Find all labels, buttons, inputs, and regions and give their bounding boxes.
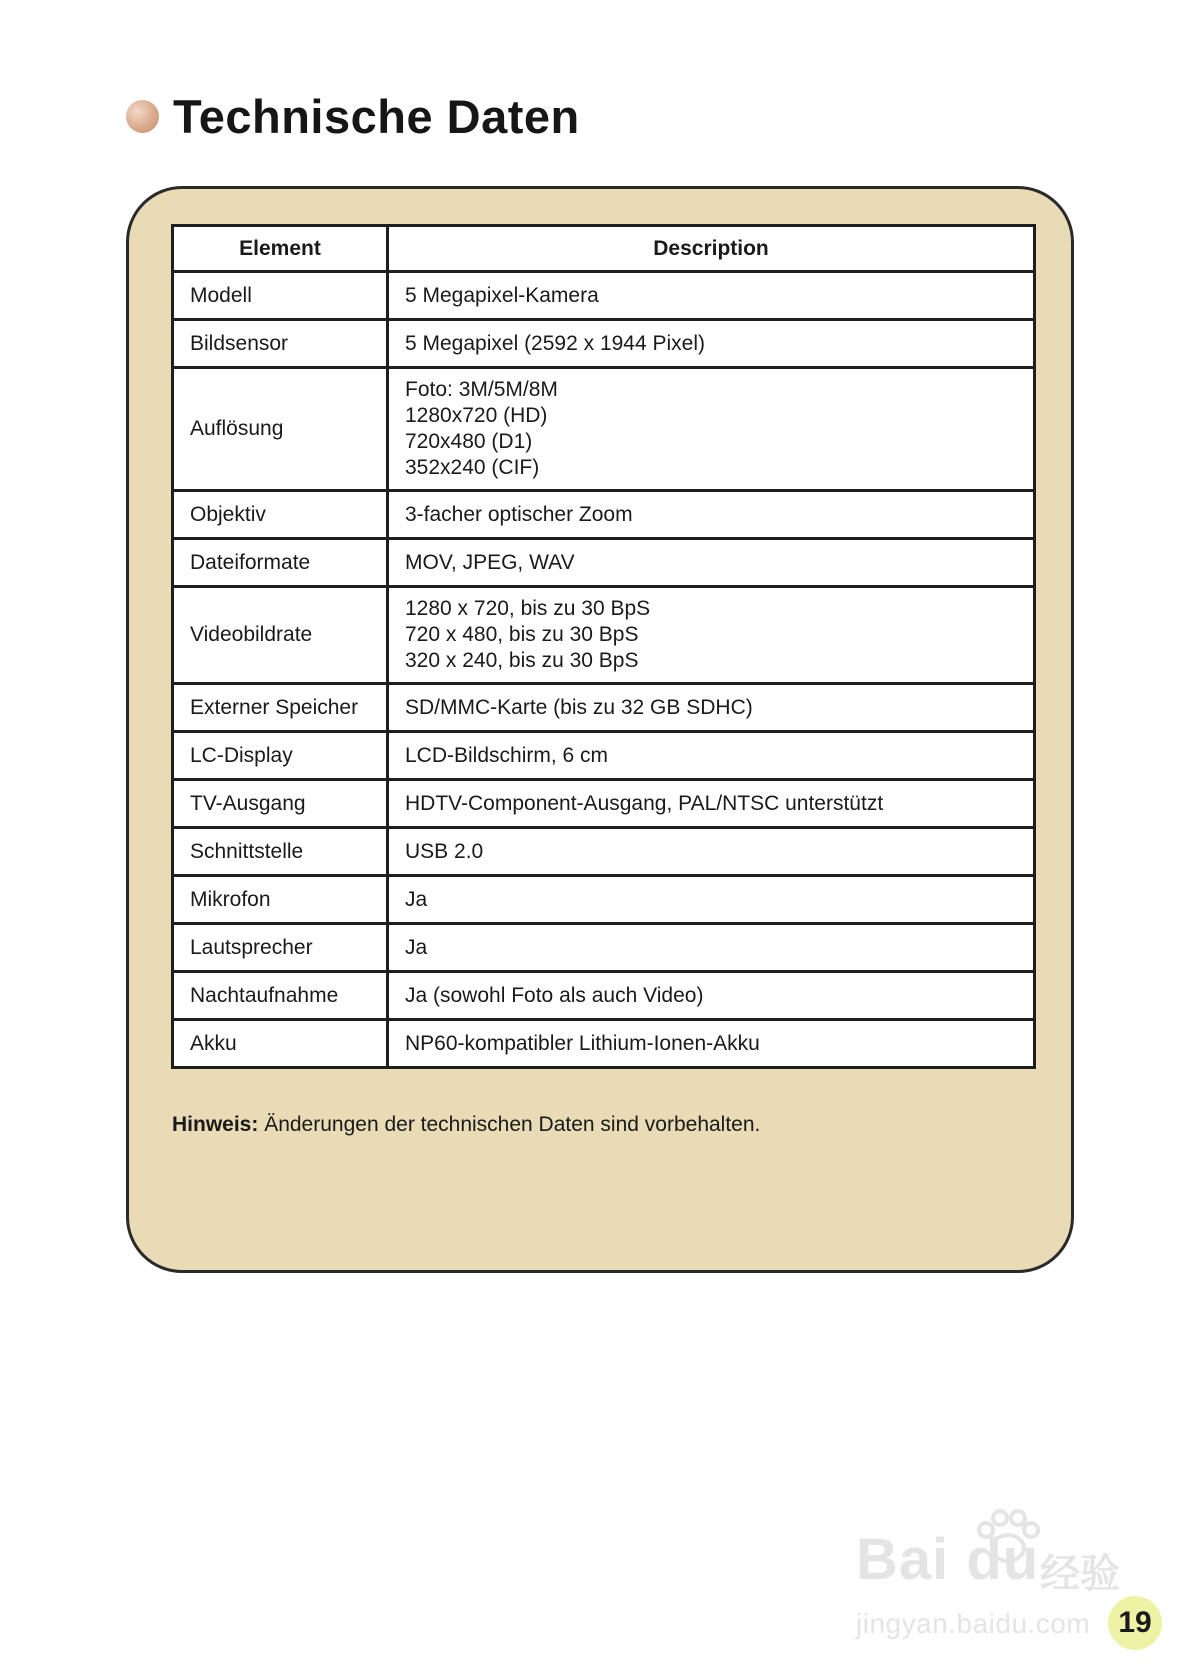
table-row [173,828,1035,876]
spec-element: Lautsprecher [173,924,388,972]
page-number: 19 [1108,1596,1162,1650]
note-label: Hinweis: [172,1113,259,1136]
header-element: Element [173,226,388,272]
spec-description-line: 5 Megapixel-Kamera [405,283,599,307]
spec-description-line: USB 2.0 [405,839,484,863]
spec-description [388,924,1035,972]
table-row [173,368,1035,491]
spec-description [388,587,1035,684]
spec-element: Auflösung [173,368,388,491]
spec-description-line: Ja [405,887,428,911]
page-heading [126,84,580,148]
watermark-url: jingyan.baidu.com [856,1608,1091,1639]
spec-element: Videobildrate [173,587,388,684]
spec-description-line: 1280 x 720, bis zu 30 BpS [405,597,651,620]
table-row [173,876,1035,924]
table-row [173,1020,1035,1068]
spec-description [388,539,1035,587]
spec-description-line: Ja (sowohl Foto als auch Video) [405,983,704,1007]
heading-bullet-icon [126,100,159,133]
spec-element: TV-Ausgang [173,780,388,828]
spec-element: Externer Speicher [173,684,388,732]
spec-description [388,320,1035,368]
table-body [173,272,1035,1068]
table-row [173,320,1035,368]
spec-description [388,828,1035,876]
spec-element: Akku [173,1020,388,1068]
spec-description-line: 720x480 (D1) [405,430,533,453]
spec-element: Schnittstelle [173,828,388,876]
spec-description-line: 720 x 480, bis zu 30 BpS [405,623,639,646]
spec-description-line: NP60-kompatibler Lithium-Ionen-Akku [405,1031,760,1055]
table-row [173,272,1035,320]
page-title: Technische Daten [173,89,580,143]
spec-description-line: 352x240 (CIF) [405,456,540,479]
spec-description [388,780,1035,828]
spec-description-line: 320 x 240, bis zu 30 BpS [405,649,639,672]
spec-description [388,732,1035,780]
note [172,1113,760,1137]
spec-element: Nachtaufnahme [173,972,388,1020]
table-header-row [173,226,1035,272]
spec-description [388,272,1035,320]
table-row [173,539,1035,587]
spec-description [388,368,1035,491]
table-row [173,924,1035,972]
spec-description [388,876,1035,924]
spec-description [388,972,1035,1020]
spec-element: Bildsensor [173,320,388,368]
header-description: Description [388,226,1035,272]
watermark-cn: 经验 [1040,1552,1120,1596]
spec-description-line: Foto: 3M/5M/8M [405,378,558,401]
spec-description-line: 5 Megapixel (2592 x 1944 Pixel) [405,331,706,355]
table-row [173,972,1035,1020]
spec-description-line: 1280x720 (HD) [405,404,548,427]
spec-description-line: Ja [405,935,428,959]
spec-table [171,224,1036,1069]
table-row [173,587,1035,684]
table-row [173,780,1035,828]
table-row [173,684,1035,732]
spec-description-line: MOV, JPEG, WAV [405,550,575,574]
note-text: Änderungen der technischen Daten sind vorbehalten. [258,1113,761,1136]
spec-element: Modell [173,272,388,320]
spec-description-line: 3-facher optischer Zoom [405,502,633,526]
spec-description [388,684,1035,732]
spec-description [388,491,1035,539]
spec-element: Dateiformate [173,539,388,587]
spec-element: LC-Display [173,732,388,780]
spec-element: Objektiv [173,491,388,539]
spec-description [388,1020,1035,1068]
spec-description-line: SD/MMC-Karte (bis zu 32 GB SDHC) [405,695,753,719]
table-row [173,732,1035,780]
spec-description-line: LCD-Bildschirm, 6 cm [405,743,609,767]
spec-description-line: HDTV-Component-Ausgang, PAL/NTSC unterstützt [405,791,884,815]
spec-element: Mikrofon [173,876,388,924]
watermark-logo: Bai du [856,1527,1040,1592]
table-row [173,491,1035,539]
